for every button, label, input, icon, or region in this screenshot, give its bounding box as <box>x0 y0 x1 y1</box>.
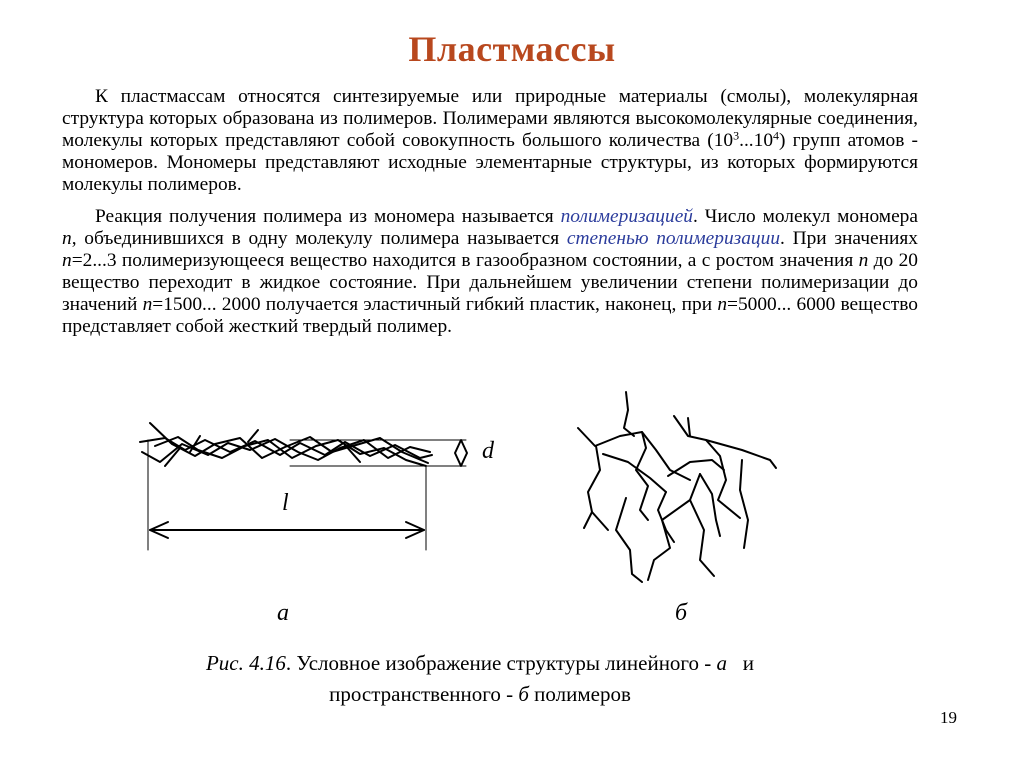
label-b: б <box>675 600 688 626</box>
label-a: а <box>277 600 289 626</box>
term-polymerization: полимеризацией <box>560 206 693 227</box>
paragraph-polymerization: Реакция получения полимера из мономера называется полимеризацией. Число молекул мономера n, объединившихся в одну молекулу полимера называется степенью полимеризации. При значениях n=2...3 полимеризующееся вещество находится в газообразном состоянии, а с ростом значения n до 20 вещество переходит в жидкое состояние. При дальнейшем увеличении степени полимеризации до значений n=1500... 2000 получается эластичный гибкий пластик, наконец, при n=5000... 6000 вещество представляет собой жесткий твердый полимер. <box>62 206 918 337</box>
label-d: d <box>482 438 494 464</box>
power-ten-low: $10^3$ <box>713 128 740 151</box>
term-degree-of-polymerization: степенью полимеризации <box>566 228 781 249</box>
network-polymer-diagram <box>578 392 776 582</box>
page-number: 19 <box>940 708 957 727</box>
var-n: n <box>858 250 869 271</box>
var-n: n <box>62 250 72 271</box>
power-ten-high: $10^4$ <box>753 128 780 151</box>
figure-caption: Рис. 4.16. Условное изображение структуры линейного - а и пространственного - б полимеров <box>205 651 755 706</box>
var-n: n <box>717 294 728 315</box>
label-l: l <box>282 490 289 516</box>
slide-title: Пластмассы <box>408 29 616 69</box>
var-n: n <box>142 294 153 315</box>
caption-figure-number: Рис. 4.16 <box>205 651 286 675</box>
var-n: n <box>62 228 72 249</box>
linear-polymer-diagram <box>140 423 467 550</box>
paragraph-plastics-definition: К пластмассам относятся синтезируемые или природные материалы (смолы), молекулярная структура которых образована из полимеров. Полимерами являются высокомолекулярные соединения, молекулы которых представляют собой совокупность большого количества $(10^3...10^4)$ групп атомов - мономеров. Мономеры представляют исходные элементарные структуры, из которых формируются молекулы полимеров. <box>62 86 918 195</box>
